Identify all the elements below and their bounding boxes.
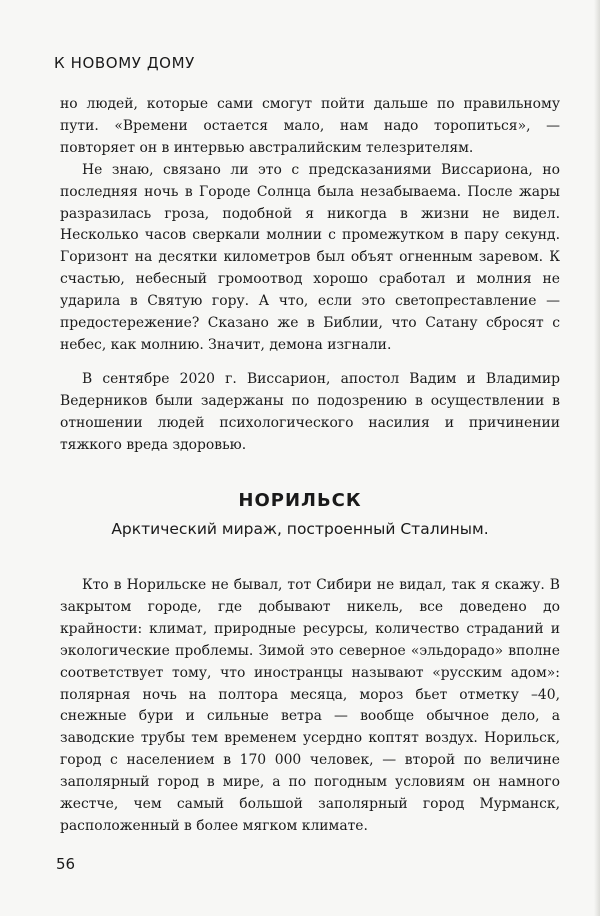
text-block-norilsk [60, 575, 560, 838]
section-title: НОРИЛЬСК [238, 490, 362, 511]
page-edge-shadow [594, 0, 600, 916]
running-title: К НОВОМУ ДОМУ [54, 54, 195, 72]
text-block-note [60, 369, 560, 457]
paragraph: В сентябре 2020 г. Виссарион, апостол Вадим и Владимир Ведерников были задержаны по подозрению в осуществлении в отношении людей психологического насилия и причинении тяжкого вреда здоровью. [60, 371, 560, 453]
paragraph: Кто в Норильске не бывал, тот Сибири не видал, так я скажу. В закрытом городе, где добывают никель, все доведено до крайности: климат, природные ресурсы, количество страданий и экологические проблемы. Зимой это северное «эльдорадо» вполне соответствует тому, что иностранцы называют «русским адом»: полярная ночь на полтора месяца, мороз бьет отметку –40, снежные бури и сильные ветра — вообще обычное дело, а заводские трубы тем временем усердно коптят воздух. Норильск, город с населением в 170 000 человек, — второй по величине заполярный город в мире, а по погодным условиям он намного жестче, чем самый большой заполярный город Мурманск, расположенный в более мягком климате. [60, 577, 560, 834]
section-subtitle: Арктический мираж, построенный Сталиным. [111, 520, 489, 538]
paragraph: но людей, которые сами смогут пойти дальше по правильному пути. «Времени остается мало, нам надо торопиться», — повторяет он в интервью австралийским телезрителям. [60, 96, 560, 156]
paragraph: Не знаю, связано ли это с предсказаниями Виссариона, но последняя ночь в Городе Солнца была незабываема. После жары разразилась гроза, подобной я никогда в жизни не видел. Несколько часов сверкали молнии с промежутком в пару секунд. Горизонт на десятки километров был объят огненным заревом. К счастью, небесный громоотвод хорошо сработал и молния не ударила в Святую гору. А что, если это светопреставление — предостережение? Сказано же в Библии, что Сатану сбросят с небес, как молнию. Значит, демона изгнали. [60, 161, 560, 353]
text-block-continuation [60, 94, 560, 357]
page-number: 56 [56, 855, 76, 873]
